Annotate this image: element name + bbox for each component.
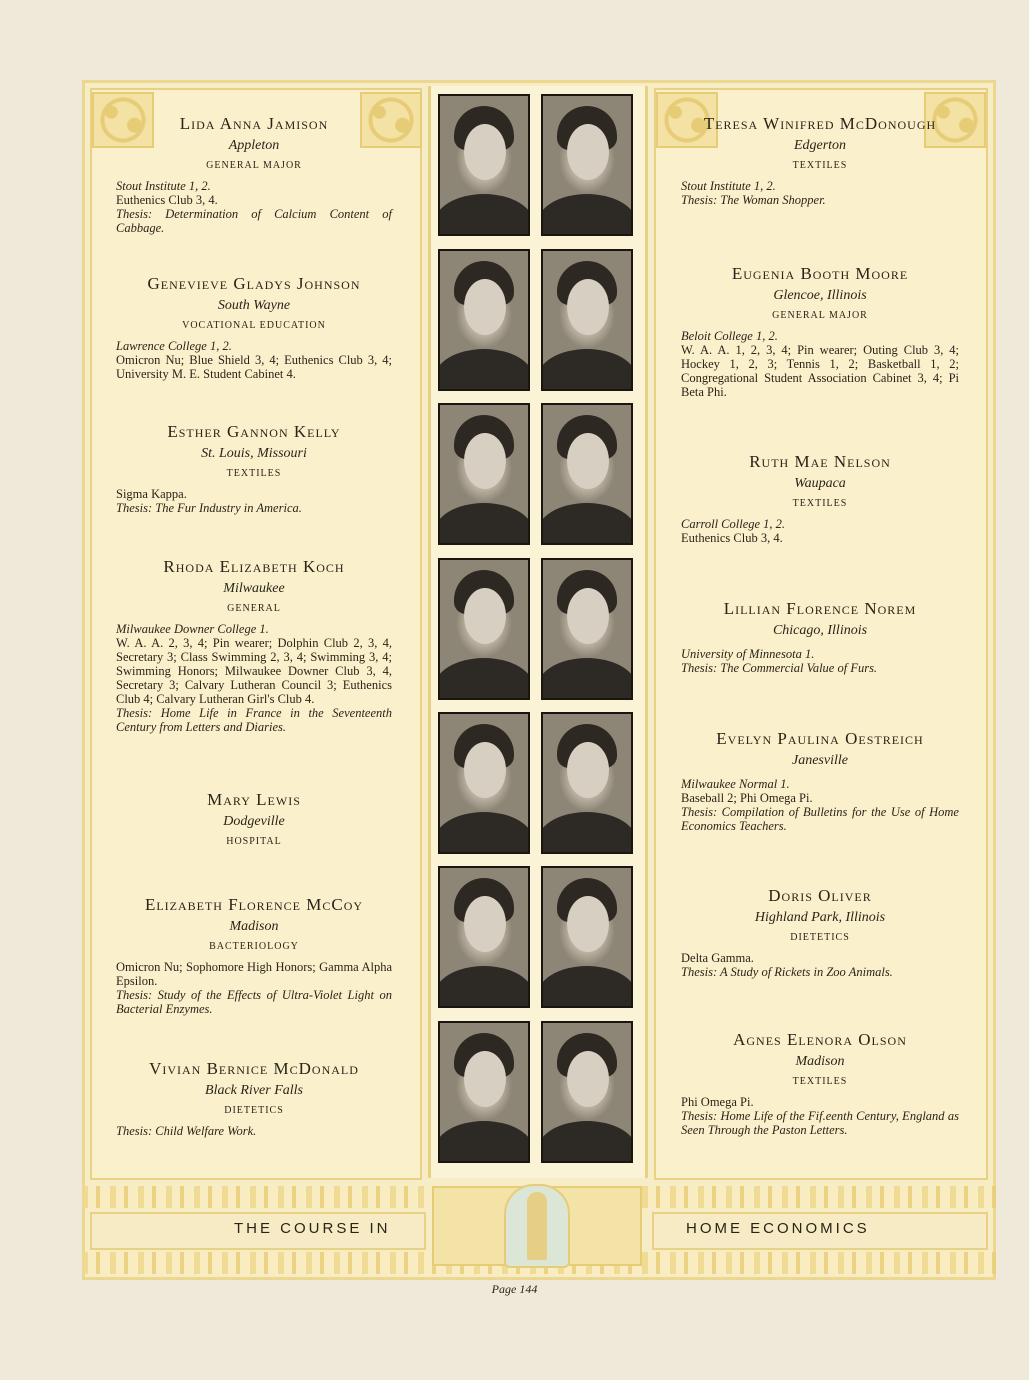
entry-italic-line: Beloit College 1, 2. [681, 329, 778, 343]
entry [681, 599, 959, 675]
portrait-shoulders [438, 194, 530, 236]
portrait-photo [541, 249, 633, 391]
entry-italic-line: University of Minnesota 1. [681, 647, 815, 661]
entry-hometown: Chicago, Illinois [772, 623, 868, 638]
portrait-photo [541, 403, 633, 545]
entry [116, 274, 392, 381]
entry-name: Lillian Florence Norem [723, 599, 917, 618]
portrait-face [567, 588, 609, 644]
portrait-face [464, 896, 506, 952]
entry-name: Ruth Mae Nelson [749, 452, 891, 471]
portrait-shoulders [541, 658, 633, 700]
entry-major: BACTERIOLOGY [209, 941, 299, 952]
portrait-photo [438, 712, 530, 854]
entry-hometown: Highland Park, Illinois [754, 910, 886, 925]
portrait-shoulders [438, 349, 530, 391]
portrait-face [464, 1051, 506, 1107]
entry-line: W. A. A. 1, 2, 3, 4; Pin wearer; Outing Club 3, 4; Hockey 1, 2, 3; Tennis 1, 2; Basketball 1, 2; Congregational Student Association Cabinet 3, 4; Pi Beta Phi. [681, 343, 959, 399]
entry-details [681, 951, 959, 979]
entry-name: Elizabeth Florence McCoy [144, 895, 364, 914]
portrait-shoulders [541, 194, 633, 236]
entry-italic-line: Stout Institute 1, 2. [116, 179, 211, 193]
portrait-photo [541, 866, 633, 1008]
entry-hometown: Janesville [792, 753, 848, 768]
entry-italic-line: Thesis: Determination of Calcium Content of Cabbage. [116, 207, 392, 235]
portrait-shoulders [541, 966, 633, 1008]
portrait-photo [438, 249, 530, 391]
entry [681, 264, 959, 399]
entry-line: Phi Omega Pi. [681, 1095, 754, 1109]
entry [116, 114, 392, 235]
entry-italic-line: Thesis: Study of the Effects of Ultra-Violet Light on Bacterial Enzymes. [116, 988, 392, 1016]
entry-details [681, 647, 959, 675]
entry-major: GENERAL [227, 603, 281, 614]
entry-italic-line: Thesis: Child Welfare Work. [116, 1124, 257, 1138]
entry-details [681, 329, 959, 399]
entry-hometown: Glencoe, Illinois [773, 288, 867, 303]
entry-details [681, 777, 959, 833]
entry-major: VOCATIONAL EDUCATION [182, 320, 326, 331]
portrait-face [567, 1051, 609, 1107]
entry-italic-line: Milwaukee Downer College 1. [116, 622, 269, 636]
entry-name: Genevieve Gladys Johnson [147, 274, 361, 293]
entry-details [681, 1095, 959, 1137]
entry-line: W. A. A. 2, 3, 4; Pin wearer; Dolphin Club 2, 3, 4, Secretary 3; Class Swimming 2, 3, 4; Swimming 3, 4; Swimming Honors; Milwaukee Downer Club 3, 4, Secretary 3; Calvary Lutheran Council 3; Euthenics Club 4; Calvary Lutheran Girl's Club 4. [116, 636, 392, 706]
entry-italic-line: Thesis: A Study of Rickets in Zoo Animals. [681, 965, 893, 979]
entry-name: Doris Oliver [768, 886, 872, 905]
statue-icon [527, 1192, 547, 1260]
entry-major: GENERAL MAJOR [206, 160, 302, 171]
entry [116, 422, 392, 515]
entry-major: DIETETICS [224, 1105, 284, 1116]
portrait-shoulders [541, 349, 633, 391]
entry-major: DIETETICS [790, 932, 850, 943]
entry-italic-line: Thesis: The Woman Shopper. [681, 193, 826, 207]
portrait-photo [438, 403, 530, 545]
portrait-shoulders [438, 966, 530, 1008]
entry-details [681, 517, 959, 545]
portrait-face [567, 279, 609, 335]
entry-italic-line: Stout Institute 1, 2. [681, 179, 776, 193]
portrait-shoulders [541, 503, 633, 545]
entry-details [116, 1124, 392, 1138]
entry-line: Euthenics Club 3, 4. [681, 531, 783, 545]
entry-line: Delta Gamma. [681, 951, 754, 965]
entry-name: Lida Anna Jamison [179, 114, 329, 133]
entry-italic-line: Carroll College 1, 2. [681, 517, 786, 531]
entry-italic-line: Thesis: The Commercial Value of Furs. [681, 661, 878, 675]
footer-left-text: THE COURSE IN [234, 1220, 391, 1237]
entry-hometown: Waupaca [794, 476, 846, 491]
entry-hometown: Milwaukee [223, 581, 285, 596]
entry-line: Omicron Nu; Blue Shield 3, 4; Euthenics Club 3, 4; University M. E. Student Cabinet 4. [116, 353, 392, 381]
portrait-photo [438, 1021, 530, 1163]
portrait-face [464, 742, 506, 798]
entry-hometown: Black River Falls [205, 1083, 303, 1098]
entry-line: Euthenics Club 3, 4. [116, 193, 218, 207]
entry-hometown: Edgerton [793, 138, 847, 153]
entry-italic-line: Thesis: The Fur Industry in America. [116, 501, 302, 515]
entry-details [116, 960, 392, 1016]
entry-details [116, 622, 392, 734]
portrait-face [567, 742, 609, 798]
portrait-face [567, 896, 609, 952]
entry-name: Teresa Winifred McDonough [703, 114, 937, 133]
entry-major: TEXTILES [226, 468, 282, 479]
entry-details [681, 179, 959, 207]
entry [116, 1059, 392, 1138]
portrait-shoulders [438, 812, 530, 854]
portrait-face [464, 588, 506, 644]
entry-major: TEXTILES [792, 1076, 848, 1087]
entry-hometown: South Wayne [217, 298, 291, 313]
entry-line: Sigma Kappa. [116, 487, 187, 501]
portrait-photo [438, 558, 530, 700]
portrait-shoulders [438, 1121, 530, 1163]
entry-name: Rhoda Elizabeth Koch [163, 557, 345, 576]
entry [116, 895, 392, 1016]
footer-right-text: HOME ECONOMICS [686, 1220, 870, 1237]
portrait-photo [438, 866, 530, 1008]
entry-name: Agnes Elenora Olson [733, 1030, 907, 1049]
entry-major: HOSPITAL [226, 836, 282, 847]
entry [116, 557, 392, 734]
entry [681, 729, 959, 833]
entry [681, 1030, 959, 1137]
entry-hometown: Madison [229, 919, 279, 934]
portrait-photo [541, 94, 633, 236]
portrait-face [464, 279, 506, 335]
entry-name: Esther Gannon Kelly [167, 422, 341, 441]
entry-hometown: Appleton [228, 138, 280, 153]
entry [681, 114, 959, 207]
portrait-face [567, 124, 609, 180]
entry-line: Baseball 2; Phi Omega Pi. [681, 791, 813, 805]
page-number: Page 144 [491, 1282, 538, 1296]
entry-major: TEXTILES [792, 498, 848, 509]
entry-hometown: Dodgeville [223, 814, 285, 829]
entry-major: GENERAL MAJOR [772, 310, 868, 321]
portrait-photo [438, 94, 530, 236]
entry-italic-line: Milwaukee Normal 1. [681, 777, 790, 791]
portrait-shoulders [541, 812, 633, 854]
entry-details [116, 179, 392, 235]
portrait-photo [541, 1021, 633, 1163]
entry-line: Omicron Nu; Sophomore High Honors; Gamma Alpha Epsilon. [116, 960, 392, 988]
portrait-face [567, 433, 609, 489]
entry [116, 790, 392, 855]
portrait-shoulders [541, 1121, 633, 1163]
entry [681, 452, 959, 545]
portrait-photo [541, 712, 633, 854]
entry [681, 886, 959, 979]
entry-name: Evelyn Paulina Oestreich [716, 729, 924, 748]
portrait-shoulders [438, 503, 530, 545]
entry-name: Mary Lewis [207, 790, 301, 809]
entry-details [116, 339, 392, 381]
portrait-face [464, 433, 506, 489]
entry-italic-line: Lawrence College 1, 2. [116, 339, 232, 353]
entry-italic-line: Thesis: Home Life in France in the Seventeenth Century from Letters and Diaries. [116, 706, 392, 734]
entry-name: Eugenia Booth Moore [731, 264, 909, 283]
entry-hometown: St. Louis, Missouri [201, 446, 307, 461]
entry-details [116, 487, 392, 515]
portrait-photo [541, 558, 633, 700]
entry-italic-line: Thesis: Compilation of Bulletins for the Use of Home Economics Teachers. [681, 805, 959, 833]
entry-major: TEXTILES [792, 160, 848, 171]
portrait-face [464, 124, 506, 180]
entry-italic-line: Thesis: Home Life of the Fif.eenth Century, England as Seen Through the Paston Letters. [681, 1109, 959, 1137]
entry-hometown: Madison [795, 1054, 845, 1069]
portrait-shoulders [438, 658, 530, 700]
entry-name: Vivian Bernice McDonald [149, 1059, 359, 1078]
